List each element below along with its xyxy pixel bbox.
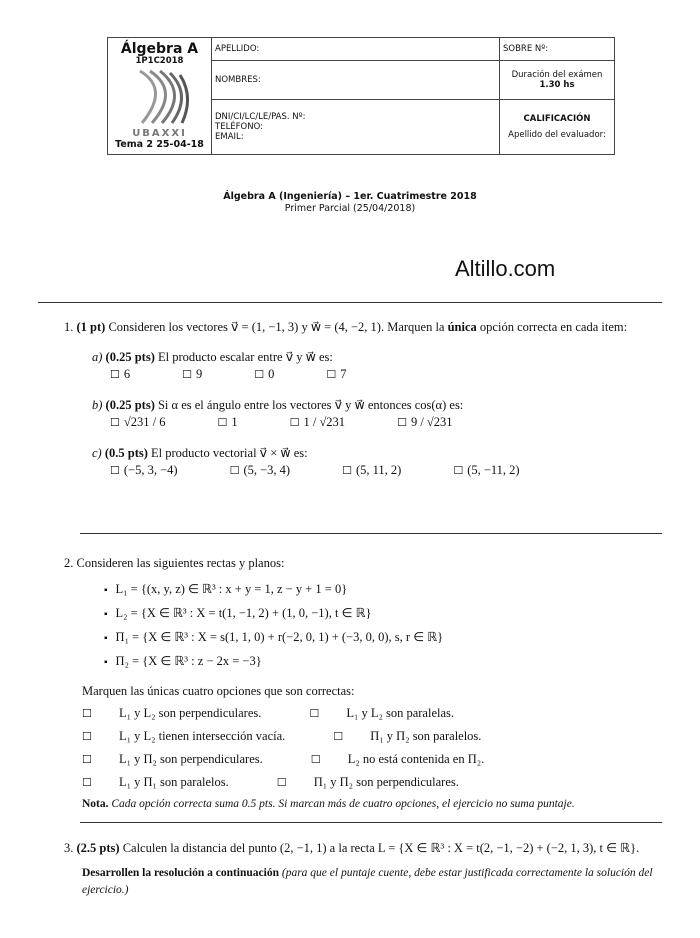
telefono-field[interactable]: TELÉFONO:: [215, 122, 264, 133]
q-text: opción correcta en cada item:: [476, 320, 628, 334]
course-name: Álgebra A: [120, 41, 199, 57]
definition: ▪ Π₂ = {X ∈ ℝ³ : z − 2x = −3}: [104, 650, 669, 674]
q-text: Calculen la distancia del punto (2, −1, 1) a la recta L = {X ∈ ℝ³ : X = t(2, −1, −2) + (−2, 1, 3), t ∈ ℝ}.: [119, 841, 640, 855]
nota: [82, 794, 669, 814]
header-brand-cell: [108, 38, 212, 155]
option-label: L₂ no está contenida en Π₂.: [347, 752, 485, 766]
definition: ▪ L₁ = {(x, y, z) ∈ ℝ³ : x + y = 1, z − y + 1 = 0}: [104, 578, 669, 602]
option-checkbox[interactable]: [290, 414, 371, 431]
option-checkbox[interactable]: [110, 414, 191, 431]
option-label: 7: [340, 367, 347, 381]
item-label: c): [92, 446, 102, 460]
option-checkbox[interactable]: [82, 748, 287, 771]
question-3: [64, 840, 664, 899]
item-points: (0.5 pts): [104, 446, 148, 460]
checkbox-icon: ☐: [229, 464, 240, 477]
definition: ▪ Π₁ = {X ∈ ℝ³ : X = s(1, 1, 0) + r(−2, 0, 1) + (−3, 0, 0), s, r ∈ ℝ}: [104, 626, 669, 650]
duracion-cell: [500, 61, 615, 100]
option-label: (−5, 3, −4): [123, 463, 178, 477]
item-c: [92, 445, 664, 479]
option-label: 6: [123, 367, 131, 381]
q-emphasis: única: [447, 320, 477, 334]
ubaxxi-logo-icon: [130, 69, 190, 125]
tema-label: Tema 2 25-04-18: [115, 139, 204, 150]
item-text: El producto vectorial v⃗ × w⃗ es:: [147, 446, 308, 460]
option-label: Π₁ y Π₂ son paralelos.: [370, 729, 482, 743]
item-a: [92, 349, 664, 383]
item-text: El producto escalar entre v⃗ y w⃗ es:: [154, 350, 333, 364]
instructions-italic: (para que el puntaje cuente, debe estar justificada correctamente la solución del ejercicio.): [82, 867, 653, 896]
apellido-field[interactable]: APELLIDO:: [212, 38, 500, 61]
q-number: 3.: [64, 841, 74, 855]
item-b: [92, 397, 664, 431]
contact-fields[interactable]: [212, 100, 500, 155]
exam-title: Álgebra A (Ingeniería) – 1er. Cuatrimestre 2018: [223, 191, 477, 202]
option-checkbox[interactable]: [217, 414, 263, 431]
option-checkbox[interactable]: [326, 366, 372, 383]
calificacion-cell: [500, 100, 615, 155]
checkbox-icon: ☐: [110, 368, 120, 381]
option-label: 1 / √231: [303, 415, 346, 429]
option-label: (5, −3, 4): [243, 463, 291, 477]
duracion-value: 1.30 hs: [539, 80, 575, 91]
nota-label: Nota.: [82, 798, 109, 810]
header-table: [107, 37, 615, 155]
checkbox-icon: ☐: [254, 368, 265, 381]
q-points: (1 pt): [76, 320, 106, 334]
checkbox-icon: ☐: [276, 776, 287, 789]
option-checkbox[interactable]: [453, 462, 545, 479]
q-prompt: Marquen las únicas cuatro opciones que son correctas:: [82, 684, 355, 698]
option-label: √231 / 6: [123, 415, 166, 429]
item-label: b): [92, 398, 103, 412]
option-label: Π₁ y Π₂ son perpendiculares.: [313, 775, 459, 789]
nota-text: Cada opción correcta suma 0.5 pts. Si marcan más de cuatro opciones, el ejercicio no suma puntaje.: [108, 798, 575, 810]
item-label: a): [92, 350, 103, 364]
checkbox-icon: ☐: [309, 707, 320, 720]
q-text: Consideren las siguientes rectas y planos:: [76, 556, 285, 570]
option-checkbox[interactable]: [397, 414, 478, 431]
option-label: (5, 11, 2): [355, 463, 402, 477]
checkbox-icon: ☐: [82, 776, 92, 789]
checkbox-icon: ☐: [342, 464, 352, 477]
brand-label: UBAXXI: [132, 128, 187, 139]
checkbox-icon: ☐: [453, 464, 464, 477]
sobre-field[interactable]: SOBRE Nº:: [500, 38, 615, 61]
checkbox-icon: ☐: [326, 368, 337, 381]
q-number: 2.: [64, 556, 74, 570]
evaluador-field[interactable]: Apellido del evaluador:: [508, 130, 606, 141]
option-checkbox[interactable]: [342, 462, 427, 479]
nombres-field[interactable]: NOMBRES:: [212, 61, 500, 100]
option-checkbox[interactable]: [333, 725, 505, 748]
option-label: L₁ y Π₂ son perpendiculares.: [119, 752, 263, 766]
option-checkbox[interactable]: [254, 366, 300, 383]
q-number: 1.: [64, 320, 74, 334]
option-checkbox[interactable]: [82, 725, 309, 748]
q-text: Consideren los vectores v⃗ = (1, −1, 3) y w⃗ = (4, −2, 1). Marquen la: [105, 320, 448, 334]
option-checkbox[interactable]: [82, 702, 285, 725]
option-label: (5, −11, 2): [467, 463, 520, 477]
option-checkbox[interactable]: [311, 748, 508, 771]
duracion-label: Duración del exámen: [511, 70, 603, 81]
option-checkbox[interactable]: [309, 702, 478, 725]
option-checkbox[interactable]: [230, 462, 317, 479]
checkbox-icon: ☐: [110, 416, 120, 429]
option-label: 9: [196, 367, 203, 381]
option-label: L₁ y L₂ son perpendiculares.: [119, 706, 262, 720]
checkbox-icon: ☐: [82, 730, 92, 743]
definitions-list: [104, 578, 669, 674]
item-points: (0.25 pts): [105, 398, 155, 412]
divider: [80, 822, 662, 823]
item-points: (0.25 pts): [105, 350, 155, 364]
checkbox-icon: ☐: [310, 753, 321, 766]
checkbox-icon: ☐: [333, 730, 344, 743]
checkbox-icon: ☐: [110, 464, 120, 477]
checkbox-icon: ☐: [397, 416, 407, 429]
divider: [80, 533, 662, 534]
option-checkbox[interactable]: [110, 366, 156, 383]
option-label: L₁ y L₂ tienen intersección vacía.: [119, 729, 286, 743]
exam-subtitle: Primer Parcial (25/04/2018): [284, 203, 416, 214]
calificacion-label: CALIFICACIÓN: [523, 114, 591, 125]
checkbox-icon: ☐: [82, 707, 92, 720]
definition: ▪ L₂ = {X ∈ ℝ³ : X = t(1, −1, 2) + (1, 0, −1), t ∈ ℝ}: [104, 602, 669, 626]
question-1: [64, 319, 664, 479]
question-2: [64, 555, 669, 814]
option-label: 0: [268, 367, 275, 381]
email-field[interactable]: EMAIL:: [215, 132, 244, 143]
q-points: (2.5 pts): [76, 841, 120, 855]
option-checkbox[interactable]: [277, 771, 483, 794]
option-label: L₁ y L₂ son paralelas.: [346, 706, 455, 720]
checkbox-icon: ☐: [289, 416, 300, 429]
divider: [38, 302, 662, 303]
watermark: Altillo.com: [455, 256, 556, 281]
option-label: 9 / √231: [410, 415, 453, 429]
item-text: Si α es el ángulo entre los vectores v⃗ y w⃗ entonces cos(α) es:: [154, 398, 464, 412]
option-checkbox[interactable]: [182, 366, 228, 383]
dni-field[interactable]: DNI/CI/LC/LE/PAS. Nº:: [215, 112, 306, 123]
instructions-bold: Desarrollen la resolución a continuación: [82, 867, 279, 879]
checkbox-icon: ☐: [82, 753, 92, 766]
option-label: L₁ y Π₁ son paralelos.: [119, 775, 229, 789]
option-label: 1: [231, 415, 238, 429]
option-checkbox[interactable]: [82, 771, 253, 794]
checkbox-icon: ☐: [182, 368, 192, 381]
course-code: 1P1C2018: [135, 56, 184, 66]
option-checkbox[interactable]: [110, 462, 204, 479]
checkbox-icon: ☐: [217, 416, 228, 429]
